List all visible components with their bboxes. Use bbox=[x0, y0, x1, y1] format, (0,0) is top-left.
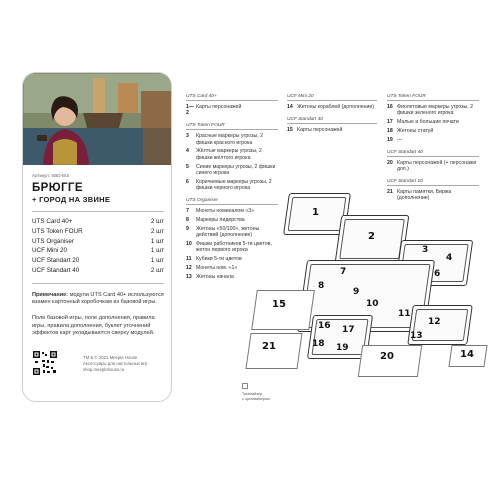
game-subtitle: + ГОРОД НА ЗВИНЕ bbox=[32, 195, 111, 204]
tray-label: 11 bbox=[398, 309, 411, 319]
inventory-row: UCF Mini 20 1 шт bbox=[32, 247, 164, 255]
cover-illustration bbox=[23, 73, 172, 165]
legend-item: 1—2 Карты персонажей bbox=[186, 104, 242, 117]
inventory-row: UTS Organiser 1 шт bbox=[32, 237, 164, 245]
section-heading: UCF Standart 40 bbox=[287, 117, 377, 124]
inventory-row: UTS Card 40+ 2 шт bbox=[32, 218, 164, 225]
tray-label: 20 bbox=[380, 351, 394, 362]
legend-item: 13 Жетоны начала bbox=[186, 273, 234, 280]
tray-label: 12 bbox=[428, 317, 441, 327]
legend-item: 18 Жетоны статуй bbox=[387, 128, 434, 134]
section-heading: UTS Token FOUR bbox=[186, 123, 278, 130]
inventory-row: UCF Standart 40 2 шт bbox=[32, 266, 164, 274]
inventory-row: UTS Token FOUR 2 шт bbox=[32, 227, 164, 235]
divider bbox=[32, 283, 164, 284]
inventory-row: UCF Standart 20 1 шт bbox=[32, 257, 164, 265]
note: Примечание: модули UTS Card 40+ используются взамен картонный коробочкам из базовой игры. bbox=[32, 291, 164, 306]
section-heading: UTS Organiser bbox=[186, 198, 278, 205]
note-packing: Поле базовой игры, поле дополнения, правила игры, правила дополнения, буклет уточнений эффектов карт укладываются сверху модулей. bbox=[32, 314, 155, 337]
legend-item: 21 Карты памятки, Биржа (дополнение) bbox=[387, 188, 452, 202]
legend-item: 19 — bbox=[387, 136, 403, 143]
legend-item: 7 Монеты номиналом «3» bbox=[186, 208, 254, 215]
card-body bbox=[23, 165, 172, 344]
tray-label: 1 bbox=[312, 207, 319, 218]
legend-item: 9 Жетоны «50/100», жетоны действий (дополнение) bbox=[186, 225, 260, 239]
legend-item: 14 Жетоны кораблей (дополнение) bbox=[287, 104, 375, 110]
divider bbox=[32, 211, 164, 212]
section-heading: UCF Standart 40 bbox=[387, 150, 479, 157]
tray-standart-40 bbox=[251, 290, 315, 330]
tray-label: 3 bbox=[422, 245, 429, 255]
legend-item: 20 Карты персонажей (+ персонажи доп.) bbox=[387, 159, 477, 172]
inventory-list bbox=[32, 217, 164, 276]
tray-label: 2 bbox=[368, 231, 375, 242]
tray-label: 13 bbox=[410, 331, 423, 341]
tray-label: 8 bbox=[318, 281, 325, 291]
tray-label: 4 bbox=[446, 253, 453, 263]
article-number: Артикул: SBD-BUI bbox=[32, 173, 70, 178]
tray-label: 18 bbox=[312, 339, 325, 349]
tray-label: 17 bbox=[342, 325, 355, 335]
legend-item: 3 Красные маркеры угрозы, 2 фишки красного игрока bbox=[186, 133, 263, 146]
qr-code-icon bbox=[33, 351, 57, 375]
tray-label: 7 bbox=[340, 267, 347, 277]
game-title: БРЮГГЕ bbox=[32, 182, 83, 194]
section-heading: UTS Card 40+ bbox=[186, 94, 278, 101]
tray-label: 15 bbox=[272, 299, 286, 310]
legend-item: 5 Синие маркеры угрозы, 2 фишки синего игрока bbox=[186, 163, 276, 177]
legend-item: 17 Малые и большие печати bbox=[387, 119, 459, 126]
section-heading: UCF Mini 20 bbox=[287, 94, 377, 101]
legend-column-2 bbox=[287, 94, 377, 136]
hint-caption: Токенайзер с органайзером bbox=[242, 392, 270, 401]
tray-label: 14 bbox=[460, 349, 474, 360]
tokenizer-icon bbox=[242, 383, 248, 389]
legend-item: 16 Фиолетовые маркеры угрозы, 2 фишки зеленого игрока bbox=[387, 104, 474, 117]
legend-item: 8 Маркеры лидерства bbox=[186, 216, 245, 223]
tray-label: 9 bbox=[353, 287, 360, 297]
legend-item: 10 Фишки работников 5-ти цветов, жетон первого игрока bbox=[186, 240, 272, 254]
tray-label: 6 bbox=[434, 269, 441, 279]
tray-label: 21 bbox=[262, 341, 276, 352]
legend-item: 6 Коричневые маркеры угрозы, 2 фишки черного игрока bbox=[186, 178, 272, 192]
legend-item: 15 Карты персонажей bbox=[287, 126, 343, 133]
legend-item: 12 Монеты ном. «1» bbox=[186, 264, 238, 271]
product-card bbox=[22, 72, 172, 402]
cover-artwork bbox=[23, 73, 172, 165]
tray-label: 10 bbox=[366, 299, 379, 309]
section-heading: UCF Standart 20 bbox=[387, 179, 479, 186]
legend-item: 4 Жёлтые маркеры угрозы, 2 фишки жёлтого игрока bbox=[186, 148, 262, 161]
tray-layout-diagram bbox=[250, 185, 490, 390]
legend-item: 11 Кубики 5-ти цветов bbox=[186, 256, 242, 263]
footer-credits: TM & © 2021 Meeple House Аксессуары для настольных игр shop.meeplehouse.ru bbox=[83, 355, 148, 372]
section-heading: UTS Token FOUR bbox=[387, 94, 479, 101]
tray-label: 19 bbox=[336, 343, 349, 353]
tray-label: 16 bbox=[318, 321, 331, 331]
